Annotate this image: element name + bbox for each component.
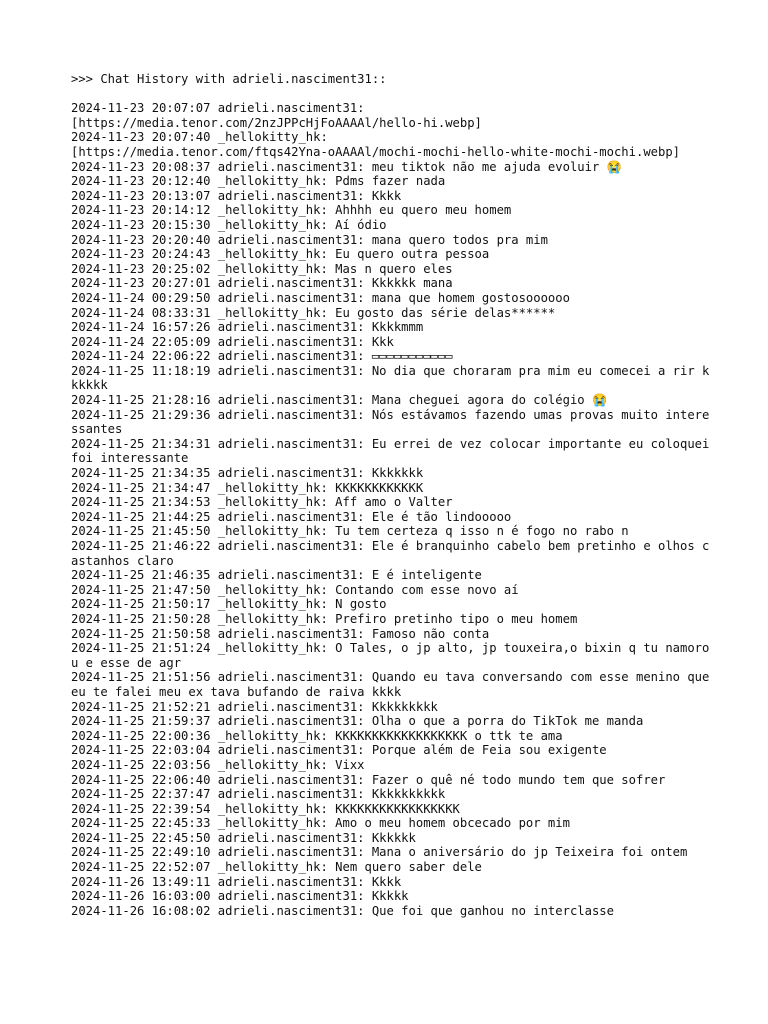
chat-message-line: 2024-11-25 21:45:50 _hellokitty_hk: Tu tem certeza q isso n é fogo no rabo n bbox=[71, 524, 629, 539]
chat-message-line: 2024-11-25 21:34:31 adrieli.nasciment31: Eu errei de vez colocar importante eu coloquei foi interessante bbox=[71, 436, 717, 466]
chat-message-line: 2024-11-25 22:00:36 _hellokitty_hk: KKKKKKKKKKKKKKKKKK o ttk te ama bbox=[71, 728, 563, 743]
chat-message-line: 2024-11-24 22:05:09 adrieli.nasciment31: Kkk bbox=[71, 334, 394, 349]
chat-message-line: 2024-11-25 21:46:22 adrieli.nasciment31: Ele é branquinho cabelo bem pretinho e olhos castanhos claro bbox=[71, 539, 710, 568]
chat-message-line: 2024-11-26 16:08:02 adrieli.nasciment31: Que foi que ganhou no interclasse bbox=[71, 903, 614, 918]
chat-message-line: 2024-11-25 21:51:24 _hellokitty_hk: O Tales, o jp alto, jp touxeira,o bixin q tu namorou e esse de agr bbox=[71, 641, 710, 670]
chat-message-line: 2024-11-23 20:08:37 adrieli.nasciment31: meu tiktok não me ajuda evoluir 😭 bbox=[71, 159, 622, 174]
chat-message-line: 2024-11-23 20:24:43 _hellokitty_hk: Eu quero outra pessoa bbox=[71, 247, 490, 262]
chat-message-line: 2024-11-25 22:45:33 _hellokitty_hk: Amo o meu homem obcecado por mim bbox=[71, 816, 570, 831]
chat-message-line: 2024-11-25 21:59:37 adrieli.nasciment31: Olha o que a porra do TikTok me manda bbox=[71, 714, 644, 729]
chat-message-line: 2024-11-23 20:20:40 adrieli.nasciment31: mana quero todos pra mim bbox=[71, 232, 548, 247]
chat-message-line: 2024-11-25 21:29:36 adrieli.nasciment31: Nós estávamos fazendo umas provas muito interessantes bbox=[71, 407, 710, 437]
chat-message-line: 2024-11-25 21:34:35 adrieli.nasciment31: Kkkkkkk bbox=[71, 466, 424, 481]
chat-history-header: >>> Chat History with adrieli.nasciment31:: bbox=[71, 72, 387, 86]
chat-message-line: 2024-11-25 21:28:16 adrieli.nasciment31: Mana cheguei agora do colégio 😭 bbox=[71, 393, 608, 408]
chat-message-line: 2024-11-25 22:52:07 _hellokitty_hk: Nem quero saber dele bbox=[71, 860, 482, 875]
chat-message-line: 2024-11-23 20:14:12 _hellokitty_hk: Ahhhh eu quero meu homem bbox=[71, 203, 512, 218]
chat-message-line: 2024-11-25 22:45:50 adrieli.nasciment31: Kkkkkk bbox=[71, 830, 416, 845]
chat-message-line: 2024-11-25 11:18:19 adrieli.nasciment31: No dia que choraram pra mim eu comecei a rir kkkkkk bbox=[71, 363, 710, 393]
chat-message-line: 2024-11-25 22:03:56 _hellokitty_hk: Vixx bbox=[71, 757, 365, 772]
chat-message-line: 2024-11-25 21:51:56 adrieli.nasciment31: Quando eu tava conversando com esse menino que eu te falei meu ex tava bufando de raiva kkkk bbox=[71, 670, 717, 699]
chat-message-line: [https://media.tenor.com/2nzJPPcHjFoAAAAl/hello-hi.webp] bbox=[71, 115, 482, 130]
chat-message-line: 2024-11-25 21:34:47 _hellokitty_hk: KKKKKKKKKKKK bbox=[71, 480, 424, 495]
chat-message-line: 2024-11-26 16:03:00 adrieli.nasciment31: Kkkkk bbox=[71, 889, 409, 904]
chat-message-line: 2024-11-24 16:57:26 adrieli.nasciment31: Kkkkmmm bbox=[71, 320, 424, 335]
chat-message-line: 2024-11-25 21:50:58 adrieli.nasciment31: Famoso não conta bbox=[71, 626, 490, 641]
chat-message-line: 2024-11-23 20:13:07 adrieli.nasciment31: Kkkk bbox=[71, 188, 402, 203]
chat-message-line: [https://media.tenor.com/ftqs42Yna-oAAAAl/mochi-mochi-hello-white-mochi-mochi.webp] bbox=[71, 144, 681, 159]
chat-message-line: 2024-11-26 13:49:11 adrieli.nasciment31: Kkkk bbox=[71, 874, 402, 889]
chat-message-list bbox=[71, 101, 717, 918]
chat-message-line: 2024-11-24 00:29:50 adrieli.nasciment31: mana que homem gostosoooooo bbox=[71, 290, 570, 305]
chat-message-line: 2024-11-25 22:39:54 _hellokitty_hk: KKKKKKKKKKKKKKKKK bbox=[71, 801, 460, 816]
chat-message-line: 2024-11-23 20:12:40 _hellokitty_hk: Pdms fazer nada bbox=[71, 174, 446, 189]
chat-message-line: 2024-11-23 20:15:30 _hellokitty_hk: Aí ódio bbox=[71, 217, 387, 232]
chat-message-line: 2024-11-25 22:06:40 adrieli.nasciment31: Fazer o quê né todo mundo tem que sofrer bbox=[71, 772, 666, 787]
chat-message-line: 2024-11-24 22:06:22 adrieli.nasciment31: ▭▭▭▭▭▭▭▭▭▭▭ bbox=[71, 349, 453, 364]
chat-message-line: 2024-11-23 20:25:02 _hellokitty_hk: Mas n quero eles bbox=[71, 261, 453, 276]
chat-message-line: 2024-11-23 20:07:40 _hellokitty_hk: bbox=[71, 130, 328, 145]
chat-message-line: 2024-11-25 21:46:35 adrieli.nasciment31: E é inteligente bbox=[71, 568, 482, 583]
chat-message-line: 2024-11-25 22:37:47 adrieli.nasciment31: Kkkkkkkkkk bbox=[71, 787, 446, 802]
chat-message-line: 2024-11-25 21:47:50 _hellokitty_hk: Contando com esse novo aí bbox=[71, 582, 519, 597]
chat-message-line: 2024-11-25 22:03:04 adrieli.nasciment31: Porque além de Feia sou exigente bbox=[71, 743, 607, 758]
chat-message-line: 2024-11-23 20:27:01 adrieli.nasciment31: Kkkkkk mana bbox=[71, 276, 453, 291]
chat-message-line: 2024-11-25 21:44:25 adrieli.nasciment31: Ele é tão lindooooo bbox=[71, 509, 512, 524]
chat-message-line: 2024-11-25 21:52:21 adrieli.nasciment31: Kkkkkkkkk bbox=[71, 699, 438, 714]
chat-message-line: 2024-11-24 08:33:31 _hellokitty_hk: Eu gosto das série delas****** bbox=[71, 305, 556, 320]
chat-message-line: 2024-11-23 20:07:07 adrieli.nasciment31: bbox=[71, 101, 365, 116]
chat-log-document bbox=[71, 72, 717, 918]
chat-message-line: 2024-11-25 22:49:10 adrieli.nasciment31: Mana o aniversário do jp Teixeira foi ontem bbox=[71, 845, 688, 860]
chat-message-line: 2024-11-25 21:50:17 _hellokitty_hk: N gosto bbox=[71, 597, 387, 612]
chat-message-line: 2024-11-25 21:50:28 _hellokitty_hk: Prefiro pretinho tipo o meu homem bbox=[71, 611, 578, 626]
chat-message-line: 2024-11-25 21:34:53 _hellokitty_hk: Aff amo o Valter bbox=[71, 495, 453, 510]
